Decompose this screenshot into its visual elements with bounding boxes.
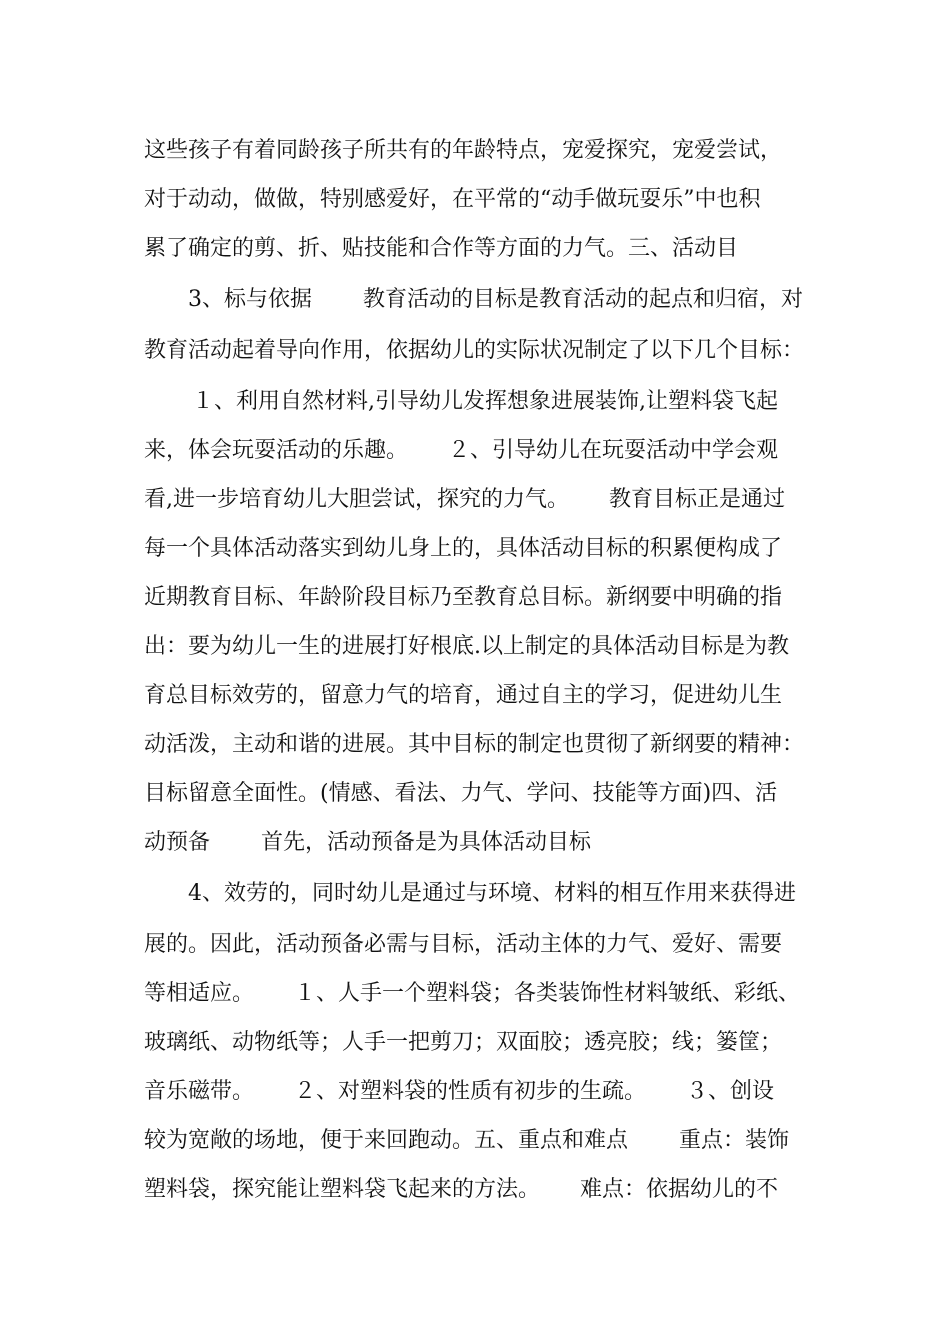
text-line: 较为宽敞的场地，便于来回跑动。五、重点和难点 重点：装饰 <box>144 1128 789 1153</box>
text-line: 等相适应。 １、人手一个塑料袋；各类装饰性材料皱纸、彩纸、 <box>144 981 800 1006</box>
text-line: 这些孩子有着同龄孩子所共有的年龄特点，宠爱探究，宠爱尝试， <box>144 138 783 163</box>
text-line: 出：要为幼儿一生的进展打好根底.以上制定的具体活动目标是为教 <box>144 634 789 659</box>
text-line: 4、效劳的，同时幼儿是通过与环境、材料的相互作用来获得进 <box>188 881 796 906</box>
text-line: 累了确定的剪、折、贴技能和合作等方面的力气。三、活动目 <box>144 236 739 261</box>
text-line: 育总目标效劳的，留意力气的培育，通过自主的学习，促进幼儿生 <box>144 683 783 708</box>
text-line: 3、标与依据 教育活动的目标是教育活动的起点和归宿，对 <box>188 287 803 312</box>
text-line: 对于动动，做做，特别感爱好，在平常的“动手做玩耍乐”中也积 <box>144 187 761 212</box>
text-line: 目标留意全面性。(情感、看法、力气、学问、技能等方面)四、活 <box>144 781 778 806</box>
text-line: 来，体会玩耍活动的乐趣。 ２、引导幼儿在玩耍活动中学会观 <box>144 438 778 463</box>
text-line: 展的。因此，活动预备必需与目标，活动主体的力气、爱好、需要 <box>144 932 783 957</box>
text-line: 音乐磁带。 ２、对塑料袋的性质有初步的生疏。 ３、创设 <box>144 1079 774 1104</box>
text-line: 动预备 首先，活动预备是为具体活动目标 <box>144 830 591 855</box>
text-line: 教育活动起着导向作用，依据幼儿的实际状况制定了以下几个目标： <box>144 338 805 363</box>
text-line: 近期教育目标、年龄阶段目标乃至教育总目标。新纲要中明确的指 <box>144 585 783 610</box>
text-line: １、利用自然材料,引导幼儿发挥想象进展装饰,让塑料袋飞起 <box>192 389 778 414</box>
text-line: 塑料袋，探究能让塑料袋飞起来的方法。 难点：依据幼儿的不 <box>144 1177 778 1202</box>
text-line: 每一个具体活动落实到幼儿身上的，具体活动目标的积累便构成了 <box>144 536 783 561</box>
text-line: 玻璃纸、动物纸等；人手一把剪刀；双面胶；透亮胶；线；篓筐； <box>144 1030 783 1055</box>
text-line: 看,进一步培育幼儿大胆尝试，探究的力气。 教育目标正是通过 <box>144 487 785 512</box>
text-line: 动活泼，主动和谐的进展。其中目标的制定也贯彻了新纲要的精神： <box>144 732 805 757</box>
